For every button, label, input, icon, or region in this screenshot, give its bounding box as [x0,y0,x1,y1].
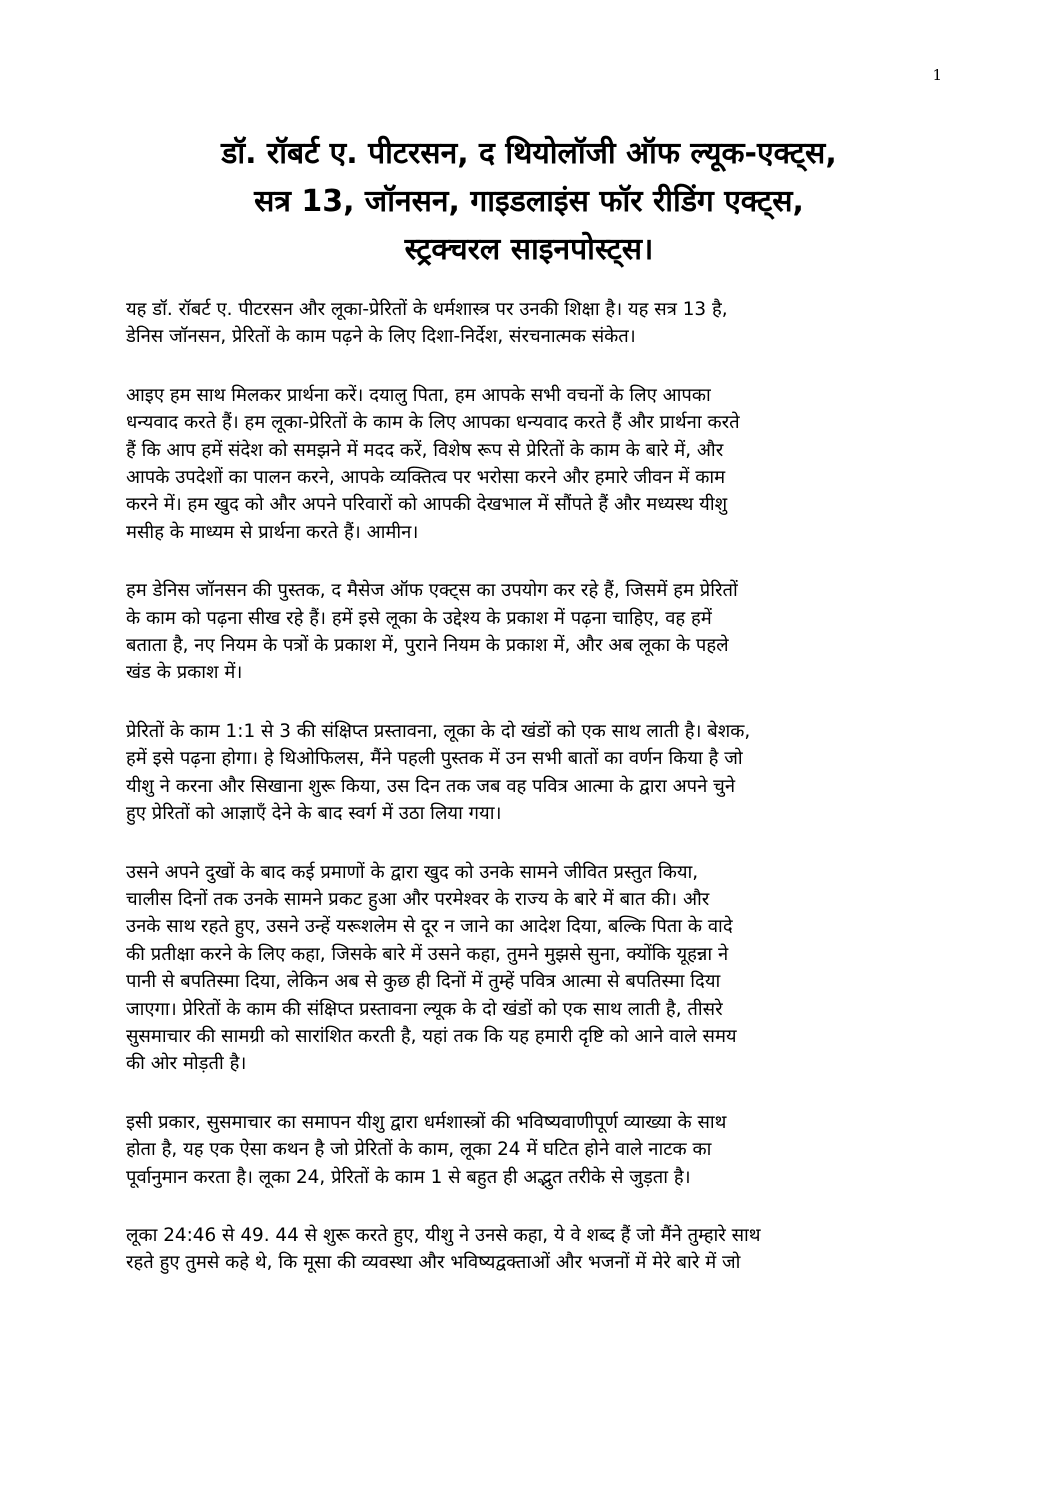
text-line: यीशु ने करना और सिखाना शुरू किया, उस दिन तक जब वह पवित्र आत्मा के द्वारा अपने चुने [126,775,736,797]
body-text [126,296,946,1308]
text-line: पानी से बपतिस्मा दिया, लेकिन अब से कुछ ही दिनों में तुम्हें पवित्र आत्मा से बपतिस्मा दिया [126,971,721,993]
paragraph-luke-24 [126,1222,946,1277]
paragraph-gospel-ending [126,1109,946,1191]
text-line: हुए प्रेरितों को आज्ञाएँ देने के बाद स्वर्ग में उठा लिया गया। [126,803,502,825]
title-line: सत्र 13, जॉनसन, गाइडलाइंस फॉर रीडिंग एक्ट्स, [254,184,804,219]
text-line: पूर्वानुमान करता है। लूका 24, प्रेरितों के काम 1 से बहुत ही अद्भुत तरीके से जुड़ता है। [126,1166,691,1188]
text-line: धन्यवाद करते हैं। हम लूका-प्रेरितों के काम के लिए आपका धन्यवाद करते हैं और प्रार्थना करते [126,412,740,434]
text-line: आइए हम साथ मिलकर प्रार्थना करें। दयालु पिता, हम आपके सभी वचनों के लिए आपका [126,384,711,406]
text-line: बताता है, नए नियम के पत्रों के प्रकाश में, पुराने नियम के प्रकाश में, और अब लूका के पहले [126,635,729,657]
text-line: हैं कि आप हमें संदेश को समझने में मदद करें, विशेष रूप से प्रेरितों के काम के बारे में, और [126,439,724,461]
text-line: यह डॉ. रॉबर्ट ए. पीटरसन और लूका-प्रेरितों के धर्मशास्त्र पर उनकी शिक्षा है। यह सत्र 13 है, [126,299,728,320]
text-line: लूका 24:46 से 49. 44 से शुरू करते हुए, यीशु ने उनसे कहा, ये वे शब्द हैं जो मैंने तुम्हारे साथ [126,1224,761,1246]
text-line: हमें इसे पढ़ना होगा। हे थिओफिलस, मैंने पहली पुस्तक में उन सभी बातों का वर्णन किया है जो [126,748,743,770]
text-line: हम डेनिस जॉनसन की पुस्तक, द मैसेज ऑफ एक्ट्स का उपयोग कर रहे हैं, जिसमें हम प्रेरितों [126,580,738,602]
paragraph-resurrection [126,859,946,1078]
paragraph-book [126,577,946,687]
text-line: आपके उपदेशों का पालन करने, आपके व्यक्तित्व पर भरोसा करने और हमारे जीवन में काम [126,467,726,489]
page-number: 1 [932,66,942,84]
text-line: उसने अपने दुखों के बाद कई प्रमाणों के द्वारा खुद को उनके सामने जीवित प्रस्तुत किया, [126,861,699,883]
text-line: प्रेरितों के काम 1:1 से 3 की संक्षिप्त प्रस्तावना, लूका के दो खंडों को एक साथ लाती है। बेशक, [126,720,751,742]
text-line: डेनिस जॉनसन, प्रेरितों के काम पढ़ने के लिए दिशा-निर्देश, संरचनात्मक संकेत। [126,326,636,348]
text-line: सुसमाचार की सामग्री को सारांशित करती है, यहां तक कि यह हमारी दृष्टि को आने वाले समय [126,1025,737,1047]
paragraph-prayer [126,382,946,546]
text-line: रहते हुए तुमसे कहे थे, कि मूसा की व्यवस्था और भविष्यद्वक्ताओं और भजनों में मेरे बारे में जो [126,1252,741,1274]
text-line: मसीह के माध्यम से प्रार्थना करते हैं। आमीन। [126,521,419,543]
paragraph-prologue [126,718,946,828]
text-line: इसी प्रकार, सुसमाचार का समापन यीशु द्वारा धर्मशास्त्रों की भविष्यवाणीपूर्ण व्याख्या के साथ [126,1111,727,1133]
text-line: जाएगा। प्रेरितों के काम की संक्षिप्त प्रस्तावना ल्यूक के दो खंडों को एक साथ लाती है, तीसरे [126,998,723,1020]
text-line: की ओर मोड़ती है। [126,1053,247,1075]
text-line: होता है, यह एक ऐसा कथन है जो प्रेरितों के काम, लूका 24 में घटित होने वाले नाटक का [126,1139,712,1161]
text-line: के काम को पढ़ना सीख रहे हैं। हमें इसे लूका के उद्देश्य के प्रकाश में पढ़ना चाहिए, वह हमें [126,607,712,629]
text-line: उनके साथ रहते हुए, उसने उन्हें यरूशलेम से दूर न जाने का आदेश दिया, बल्कि पिता के वादे [126,916,733,938]
text-line: की प्रतीक्षा करने के लिए कहा, जिसके बारे में उसने कहा, तुमने मुझसे सुना, क्योंकि यूहन्ना ने [126,943,729,965]
page-title [118,130,940,274]
text-line: चालीस दिनों तक उनके सामने प्रकट हुआ और परमेश्वर के राज्य के बारे में बात की। और [126,888,710,910]
title-line: स्ट्रक्चरल साइनपोस्ट्स। [404,232,654,267]
title-line: डॉ. रॉबर्ट ए. पीटरसन, द थियोलॉजी ऑफ ल्यूक-एक्ट्स, [221,136,837,171]
text-line: खंड के प्रकाश में। [126,662,243,684]
text-line: करने में। हम खुद को और अपने परिवारों को आपकी देखभाल में सौंपते हैं और मध्यस्थ यीशु [126,494,728,516]
paragraph-intro [126,296,946,351]
